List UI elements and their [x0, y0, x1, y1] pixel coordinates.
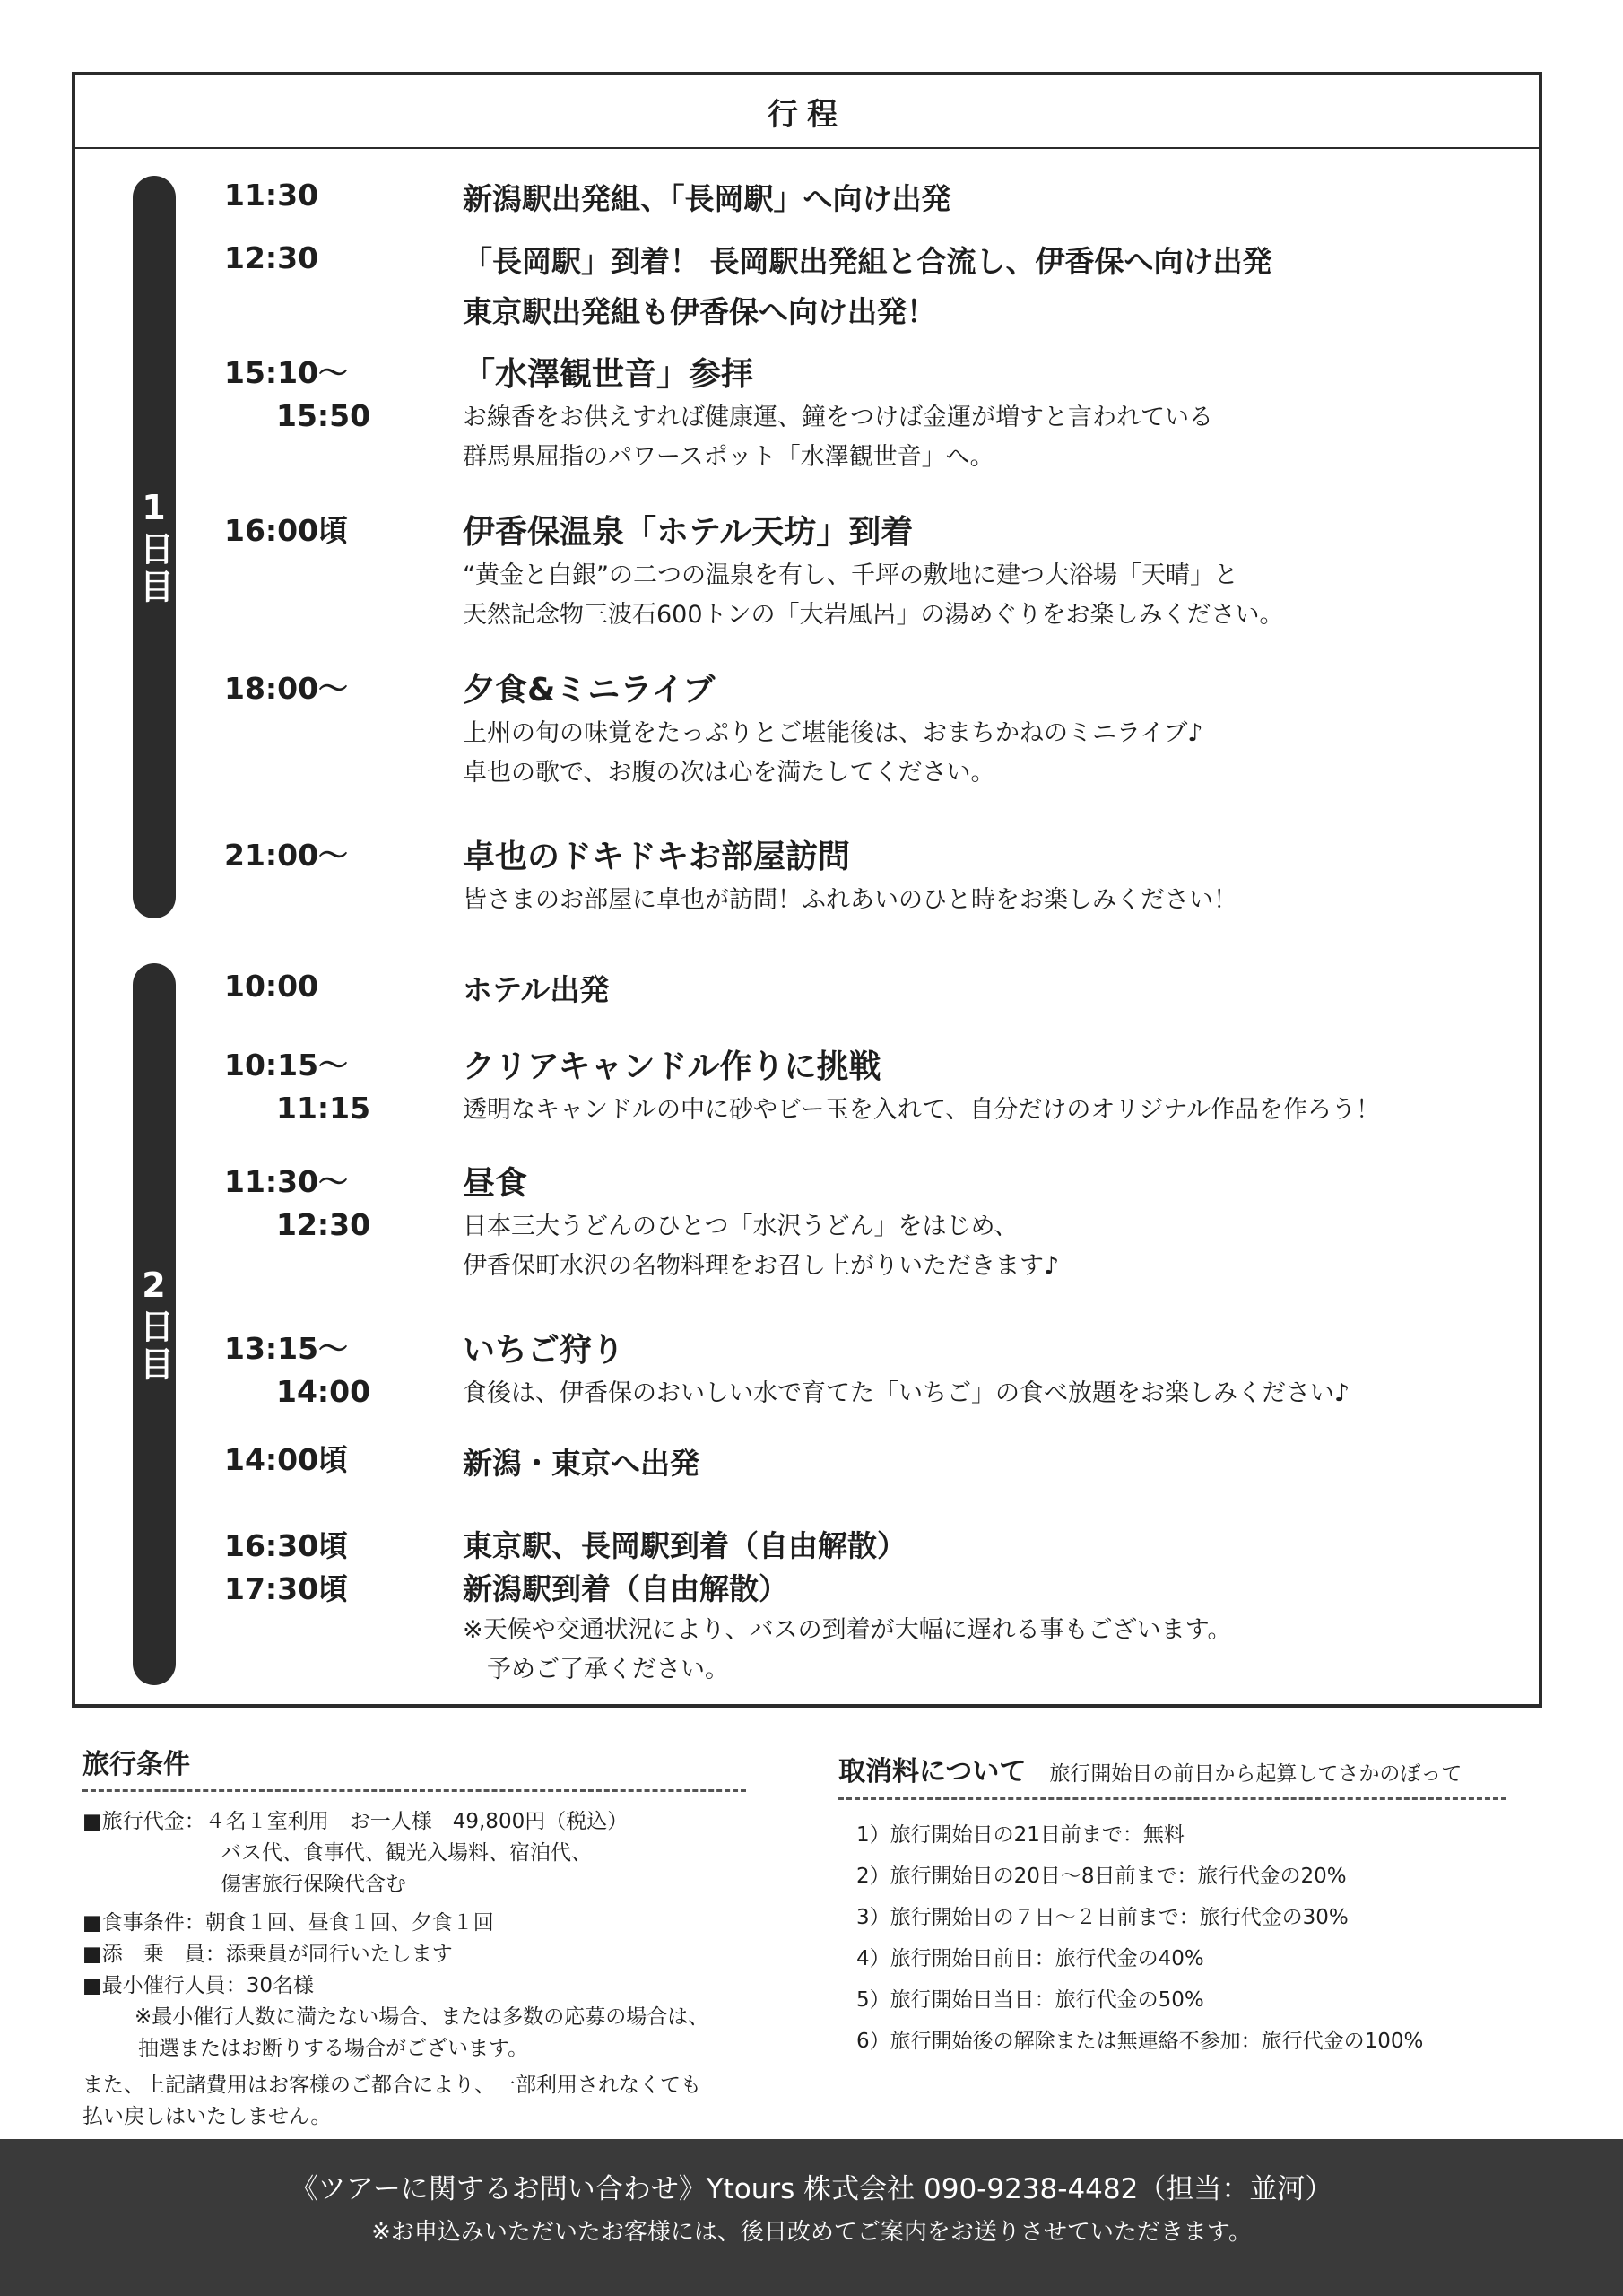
item-desc: “黄金と白銀”の二つの温泉を有し、千坪の敷地に建つ大浴場「天晴」と — [463, 561, 1238, 589]
price-line: ■旅行代金：４名１室利用 お一人様 49,800円（税込） — [82, 1810, 629, 1833]
minimum-note: ※最小催行人数に満たない場合、または多数の応募の場合は、 — [135, 2005, 709, 2029]
travel-conditions — [82, 1749, 746, 2133]
item-lead: 東京駅、長岡駅到着（自由解散） — [463, 1528, 907, 1563]
minimum-line: ■最小催行人員：30名様 — [82, 1974, 314, 1997]
item-time: 11:30 — [224, 178, 319, 213]
item-desc: 皆さまのお部屋に卓也が訪問！ふれあいのひと時をお楽しみください！ — [463, 886, 1237, 914]
item-lead: 新潟・東京へ出発 — [463, 1446, 699, 1481]
item-time: 13:15〜 14:00 — [224, 1331, 371, 1409]
cancellation-item: 4）旅行開始日前日：旅行代金の40% — [856, 1947, 1204, 1970]
cancellation-title: 取消料について 旅行開始日の前日から起算してさかのぼって — [838, 1749, 1506, 1800]
item-time: 11:30〜 12:30 — [224, 1164, 371, 1242]
cancellation-item: 2）旅行開始日の20日〜8日前まで：旅行代金の20% — [856, 1865, 1347, 1888]
item-headline: 卓也のドキドキお部屋訪問 — [463, 839, 851, 875]
item-time: 14:00頃 — [224, 1442, 349, 1477]
item-time: 15:10〜 15:50 — [224, 355, 371, 433]
item-headline: いちご狩り — [463, 1332, 625, 1369]
itinerary-title: 行程 — [75, 75, 1539, 149]
footer-note: ※お申込みいただいたお客様には、後日改めてご案内をお送りさせていただきます。 — [371, 2219, 1252, 2246]
item-desc: 群馬県屈指のパワースポット「水澤観世音」へ。 — [463, 443, 994, 471]
meals-line: ■食事条件：朝食１回、昼食１回、夕食１回 — [82, 1911, 494, 1935]
item-headline: 「水澤観世音」参拝 — [463, 356, 754, 393]
minimum-note: 抽選またはお断りする場合がございます。 — [138, 2037, 529, 2060]
item-lead: 新潟駅出発組、「長岡駅」へ向け出発 — [463, 181, 951, 216]
item-desc: 天然記念物三波石600トンの「大岩風呂」の湯めぐりをお楽しみください。 — [463, 601, 1284, 629]
item-time: 16:00頃 — [224, 513, 349, 548]
item-desc: 予めご了承ください。 — [463, 1656, 729, 1683]
item-lead-2: 東京駅出発組も伊香保へ向け出発！ — [463, 294, 936, 329]
item-desc: 伊香保町水沢の名物料理をお召し上がりいただきます♪ — [463, 1252, 1060, 1280]
contact-footer — [0, 2139, 1623, 2296]
item-time: 10:15〜 11:15 — [224, 1048, 371, 1126]
cancellation-item: 1）旅行開始日の21日前まで：無料 — [856, 1823, 1185, 1847]
contact-line: 《ツアーに関するお問い合わせ》Ytours 株式会社 090-9238-4482（担当：並河） — [290, 2173, 1333, 2205]
refund-note: 払い戻しはいたしません。 — [82, 2105, 332, 2128]
item-time: 18:00〜 — [224, 671, 349, 706]
itinerary-box — [72, 72, 1542, 1708]
item-headline: クリアキャンドル作りに挑戦 — [463, 1048, 881, 1085]
item-desc: 透明なキャンドルの中に砂やビー玉を入れて、自分だけのオリジナル作品を作ろう！ — [463, 1096, 1381, 1124]
item-headline: 昼食 — [463, 1165, 528, 1202]
item-time: 16:30頃 17:30頃 — [224, 1528, 349, 1606]
cancellation-item: 3）旅行開始日の７日〜２日前まで：旅行代金の30% — [856, 1906, 1349, 1929]
item-lead-2: 新潟駅到着（自由解散） — [463, 1571, 788, 1606]
item-time: 21:00〜 — [224, 838, 349, 873]
item-desc: 日本三大うどんのひとつ「水沢うどん」をはじめ、 — [463, 1213, 1019, 1240]
item-lead: 「長岡駅」到着！ 長岡駅出発組と合流し、伊香保へ向け出発 — [463, 244, 1272, 279]
item-desc: 食後は、伊香保のおいしい水で育てた「いちご」の食べ放題をお楽しみください♪ — [463, 1379, 1350, 1407]
price-includes: 傷害旅行保険代含む — [221, 1873, 406, 1896]
day2-label: 2日目 — [133, 963, 176, 1685]
cancellation-item: 6）旅行開始後の解除または無連絡不参加：旅行代金の100% — [856, 2030, 1424, 2053]
item-headline: 伊香保温泉「ホテル天坊」到着 — [463, 514, 914, 551]
item-time: 10:00 — [224, 969, 319, 1004]
escort-line: ■添 乗 員：添乗員が同行いたします — [82, 1943, 453, 1966]
cancellation-item: 5）旅行開始日当日：旅行代金の50% — [856, 1988, 1204, 2012]
item-desc: ※天候や交通状況により、バスの到着が大幅に遅れる事もございます。 — [463, 1616, 1232, 1644]
refund-note: また、上記諸費用はお客様のご都合により、一部利用されなくても — [82, 2074, 701, 2097]
conditions-title: 旅行条件 — [82, 1749, 746, 1792]
item-lead: ホテル出発 — [463, 972, 610, 1007]
item-headline: 夕食&ミニライブ — [463, 672, 716, 709]
cancellation-subtitle: 旅行開始日の前日から起算してさかのぼって — [1049, 1762, 1462, 1786]
day1-label: 1日目 — [133, 176, 176, 918]
item-desc: お線香をお供えすれば健康運、鐘をつけば金運が増すと言われている — [463, 404, 1213, 431]
item-desc: 上州の旬の味覚をたっぷりとご堪能後は、おまちかねのミニライブ♪ — [463, 719, 1203, 747]
item-desc: 卓也の歌で、お腹の次は心を満たしてください。 — [463, 759, 995, 787]
price-includes: バス代、食事代、観光入場料、宿泊代、 — [221, 1841, 592, 1865]
cancellation-fees — [838, 1749, 1506, 2062]
item-time: 12:30 — [224, 240, 319, 275]
